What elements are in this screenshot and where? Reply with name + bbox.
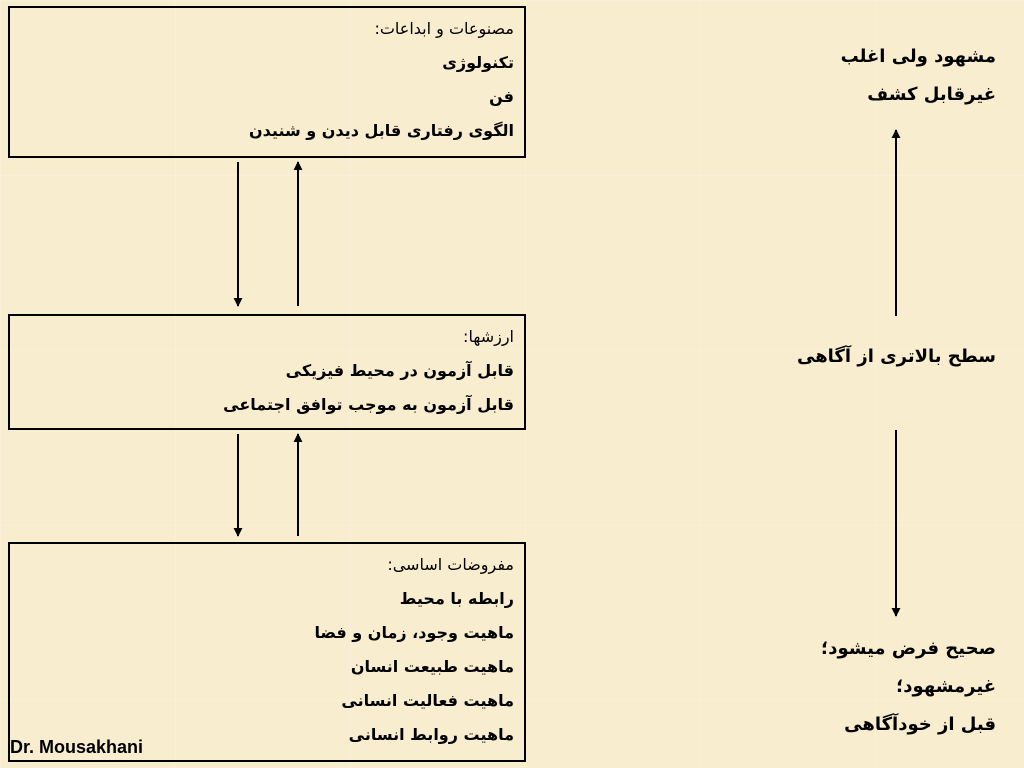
author-credit: Dr. Mousakhani xyxy=(10,737,144,757)
values-box xyxy=(8,314,526,430)
preconscious-level-label xyxy=(821,630,996,744)
visible-level-label xyxy=(841,38,996,114)
assumptions-item-reality: ماهیت وجود، زمان و فضا xyxy=(314,623,514,642)
assumptions-box xyxy=(8,542,526,762)
assumptions-item-human-activity: ماهیت فعالیت انسانی xyxy=(341,691,514,710)
awareness-level-line-1: سطح بالاتری از آگاهی xyxy=(796,346,996,367)
artifacts-box xyxy=(8,6,526,158)
artifacts-item-technology: تکنولوژی xyxy=(442,53,514,72)
artifacts-heading: مصنوعات و ابداعات: xyxy=(374,19,514,38)
artifacts-item-art: فن xyxy=(489,87,514,106)
preconscious-level-line-2: غیرمشهود؛ xyxy=(896,676,996,697)
assumptions-item-relationships: ماهیت روابط انسانی xyxy=(348,725,514,744)
values-item-physical: قابل آزمون در محیط فیزیکی xyxy=(285,361,514,380)
preconscious-level-line-1: صحیح فرض میشود؛ xyxy=(821,638,996,659)
artifacts-item-behavior: الگوی رفتاری قابل دیدن و شنیدن xyxy=(249,121,514,140)
awareness-level-label xyxy=(797,338,996,376)
assumptions-item-human-nature: ماهیت طبیعت انسان xyxy=(350,657,514,676)
visible-level-line-1: مشهود ولی اغلب xyxy=(840,46,996,67)
preconscious-level-line-3: قبل از خودآگاهی xyxy=(844,714,996,735)
assumptions-item-environment: رابطه با محیط xyxy=(399,589,514,608)
values-item-social: قابل آزمون به موجب توافق اجتماعی xyxy=(223,395,514,414)
visible-level-line-2: غیرقابل کشف xyxy=(867,84,996,105)
values-heading: ارزشها: xyxy=(463,327,514,346)
assumptions-heading: مفروضات اساسی: xyxy=(387,555,514,574)
